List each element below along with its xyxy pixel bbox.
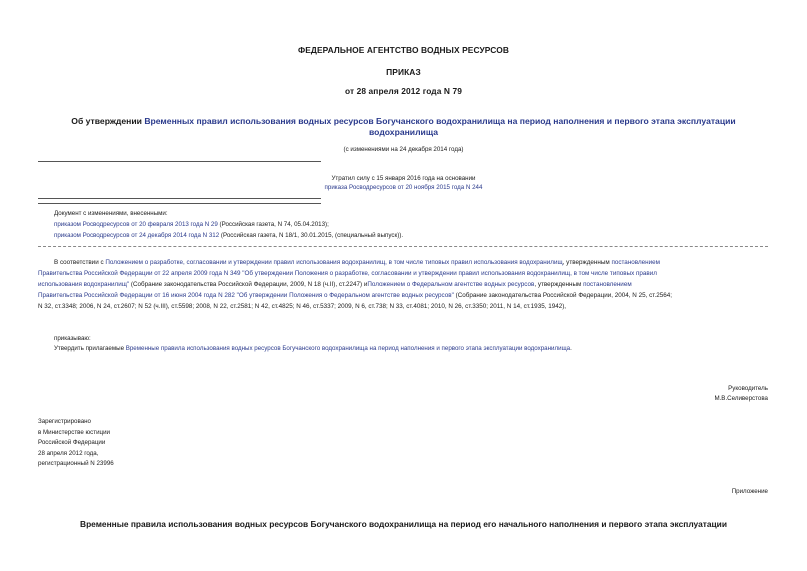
basis-line (38, 291, 768, 302)
order-item (54, 345, 572, 353)
page-title (0, 116, 807, 127)
order-text: Утвердить прилагаемые (54, 345, 126, 352)
basis-line: N 32, ст.3348; 2006, N 24, ст.2607; N 52 (ч.III), ст.5598; 2008, N 22, ст.2581; N 42, ст.4825; N 46, ст.5337; 2009, N 6, ст.738; N 33, ст.4081; 2010, N 26, ст.3350; 2011, N 14, ст.1935, 1942), (38, 303, 567, 310)
basis-text: , утвержденным (534, 281, 584, 288)
basis-link[interactable]: Правительства Российской Федерации от 22 апреля 2009 года N 349 "Об утверждении Положения о разработке, согласовании и утверждении правил использования водохранилищ, в том числе типовых правил (38, 270, 657, 277)
basis-link[interactable]: Правительства Российской Федерации от 16 июня 2004 года N 282 "Об утверждении Положения о Федеральном агентстве водных ресурсов" (38, 292, 454, 299)
registration-block (38, 417, 114, 470)
basis-link[interactable]: Положением о Федеральном агентстве водных ресурсов (367, 281, 535, 288)
changes-heading: Документ с изменениями, внесенными: (54, 210, 168, 217)
basis-link[interactable]: постановлением (611, 259, 660, 266)
changes-item (54, 221, 329, 229)
changes-item (54, 232, 403, 240)
signature-role: Руководитель (728, 385, 768, 392)
changes-item-link[interactable]: приказом Росводресурсов от 20 февраля 2013 года N 29 (54, 221, 218, 228)
registration-line: в Министерстве юстиции (38, 428, 111, 436)
title-link-cont[interactable]: водохранилища (369, 127, 438, 137)
basis-text: В соответствии с (54, 259, 106, 266)
divider (38, 161, 321, 162)
basis-line (38, 280, 768, 291)
signature-name: М.В.Селиверстова (714, 395, 768, 402)
registration-line: Зарегистрировано (38, 418, 91, 425)
order-link[interactable]: Временные правила использования водных ресурсов Богучанского водохранилища на период наполнения и первого этапа эксплуатации водохранилища (125, 345, 571, 352)
agency-name: ФЕДЕРАЛЬНОЕ АГЕНТСТВО ВОДНЫХ РЕСУРСОВ (297, 45, 509, 55)
doc-date: от 28 апреля 2012 года N 79 (344, 86, 463, 96)
registration-line: регистрационный N 23996 (38, 460, 114, 467)
lapsed-notice: Утратил силу с 15 января 2016 года на основании (331, 175, 476, 182)
basis-text: (Собрание законодательства Российской Федерации, 2009, N 18 (ч.II), ст.2247) и (129, 281, 368, 288)
appendix-title: Временные правила использования водных ресурсов Богучанского водохранилища на период его начального наполнения и первого этапа эксплуатации (80, 519, 727, 529)
basis-link[interactable]: использования водохранилищ" (38, 281, 130, 288)
changes-item-text: (Российская газета, N 74, 05.04.2013); (217, 221, 329, 228)
divider (38, 246, 768, 247)
lapsed-link[interactable]: приказа Росводресурсов от 20 ноября 2015 года N 244 (324, 184, 483, 191)
title-link[interactable]: Временных правил использования водных ресурсов Богучанского водохранилища на период наполнения и первого этапа эксплуатации (144, 116, 736, 126)
divider (38, 198, 321, 199)
order-verb: приказываю: (54, 335, 91, 342)
basis-link[interactable]: Положением о разработке, согласовании и утверждении правил использования водохранилищ, в том числе типовых правил использования водохранилищ (105, 259, 563, 266)
changes-item-link[interactable]: приказом Росводресурсов от 24 декабря 2014 года N 312 (54, 232, 220, 239)
divider (38, 203, 321, 204)
basis-line (54, 258, 768, 269)
amendments-note: (с изменениями на 24 декабря 2014 года) (343, 146, 464, 153)
registration-line: 28 апреля 2012 года, (38, 449, 99, 457)
basis-text: (Собрание законодательства Российской Федерации, 2004, N 25, ст.2564; (453, 292, 672, 299)
basis-link[interactable]: постановлением (583, 281, 632, 288)
title-prefix: Об утверждении (71, 116, 145, 126)
registration-line: Российской Федерации (38, 439, 106, 446)
order-text: . (570, 345, 572, 352)
appendix-label: Приложение (731, 488, 768, 495)
basis-text: , утвержденным (562, 259, 612, 266)
changes-item-text: (Российская газета, N 18/1, 30.01.2015, (специальный выпуск)). (219, 232, 404, 239)
doc-type: ПРИКАЗ (386, 67, 421, 77)
